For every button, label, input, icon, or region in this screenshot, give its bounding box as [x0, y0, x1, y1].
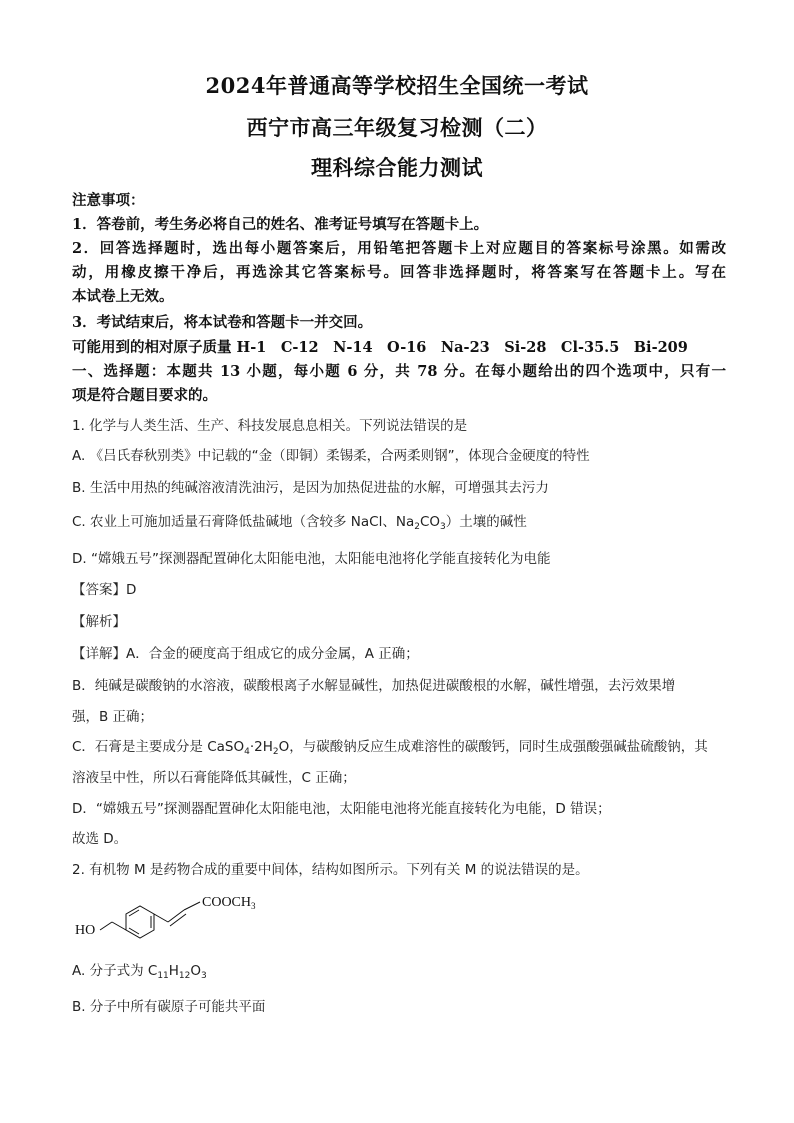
q1-detail-tag: 【详解】 — [72, 646, 126, 662]
q1-detail-d: D．“嫦娥五号”探测器配置砷化太阳能电池，太阳能电池将光能直接转化为电能，D 错误； — [72, 801, 611, 817]
bond-vinyl-ester — [184, 902, 200, 910]
bond-oh-ch2 — [100, 922, 112, 930]
benzene-ring — [126, 906, 154, 938]
atomic-mass-line: 可能用到的相对原子质量 H-1 C-12 N-14 O-16 Na-23 Si-28 Cl-35.5 Bi-209 — [72, 339, 688, 356]
q2-stem: 2. 有机物 M 是药物合成的重要中间体，结构如图所示。下列有关 M 的说法错误的是。 — [72, 862, 589, 878]
q1-option-c: C. 农业上可施加适量石膏降低盐碱地（含较多 NaCl、$Na_2CO_3$）土壤的碱性 — [72, 514, 527, 532]
molecule-structure-diagram — [72, 888, 302, 946]
bond-ring-vinyl — [154, 914, 168, 922]
q1-option-c-tail: ）土壤的碱性 — [445, 514, 527, 530]
q1-option-a: A. 《吕氏春秋别类》中记载的“金（即铜）柔锡柔，合两柔则钢”，体现合金硬度的特性 — [72, 448, 590, 464]
q2-formula-c: C — [147, 963, 158, 979]
q1-option-b: B. 生活中用热的纯碱溶液清洗油污，是因为加热促进盐的水解，可增强其去污力 — [72, 480, 549, 496]
q1-option-d: D. “嫦娥五号”探测器配置砷化太阳能电池，太阳能电池将化学能直接转化为电能 — [72, 551, 551, 567]
q2-option-a: A. 分子式为 $C_{11}H_{12}O_3$ — [72, 963, 207, 981]
notes-heading: 注意事项： — [72, 192, 145, 209]
q1-formula-na: Na — [395, 514, 415, 530]
q1-formula-co: CO — [419, 514, 441, 530]
struct-label-ester: $COOCH_3$ — [202, 895, 256, 911]
note-3: 3．考试结束后，将本试卷和答题卡一并交回。 — [72, 314, 373, 331]
q2-formula-h: H — [168, 963, 179, 979]
bond-vinyl-double-a — [168, 910, 184, 922]
q1-answer: 【答案】D — [72, 582, 137, 598]
note-2-line-2: 动，用橡皮擦干净后，再选涂其它答案标号。回答非选择题时，将答案写在答题卡上。写在 — [72, 264, 726, 281]
exam-subtitle: 西宁市高三年级复习检测（二） — [246, 115, 548, 140]
q1-detail-b-line-1: B．纯碱是碳酸钠的水溶液，碳酸根离子水解显碱性，加热促进碳酸根的水解，碱性增强，去污效果增 — [72, 678, 676, 694]
note-1: 1．答卷前，考生务必将自己的姓名、准考证号填写在答题卡上。 — [72, 216, 489, 233]
note-2-line-3: 本试卷上无效。 — [72, 288, 174, 305]
exam-subject: 理科综合能力测试 — [311, 155, 483, 180]
exam-title: 2024年普通高等学校招生全国统一考试 — [205, 73, 589, 98]
q1-analysis-label: 【解析】 — [72, 614, 126, 630]
bond-vinyl-double-b — [170, 914, 186, 926]
q2-formula-o: O — [190, 963, 202, 979]
q1-detail-c-line-1: C．石膏是主要成分是 $CaSO_4\cdot 2H_2O$，与碳酸钠反应生成难溶性的碳酸钙，同时生成强酸强碱盐硫酸钠，其 — [72, 739, 708, 757]
q1-detail-b-line-2: 强，B 正确； — [72, 709, 154, 725]
q1-detail-a: 【详解】A．合金的硬度高于组成它的成分金属，A 正确； — [72, 646, 419, 662]
note-2-line-1: 2．回答选择题时，选出每小题答案后，用铅笔把答题卡上对应题目的答案标号涂黑。如需改 — [72, 240, 726, 257]
section-heading-line-1: 一、选择题：本题共 13 小题，每小题 6 分，共 78 分。在每小题给出的四个选项中，只有一 — [72, 363, 726, 380]
q1-detail-c-line-2: 溶液呈中性，所以石膏能降低其碱性，C 正确； — [72, 770, 356, 786]
q1-conclusion: 故选 D。 — [72, 831, 128, 847]
bond-ch2-ring — [112, 922, 126, 930]
q1-stem: 1. 化学与人类生活、生产、科技发展息息相关。下列说法错误的是 — [72, 418, 468, 434]
q1-option-c-text: C. 农业上可施加适量石膏降低盐碱地（含较多 NaCl、 — [72, 514, 396, 530]
section-heading-line-2: 项是符合题目要求的。 — [72, 387, 217, 404]
struct-label-ho: HO — [75, 923, 96, 938]
q2-option-b: B. 分子中所有碳原子可能共平面 — [72, 999, 266, 1015]
